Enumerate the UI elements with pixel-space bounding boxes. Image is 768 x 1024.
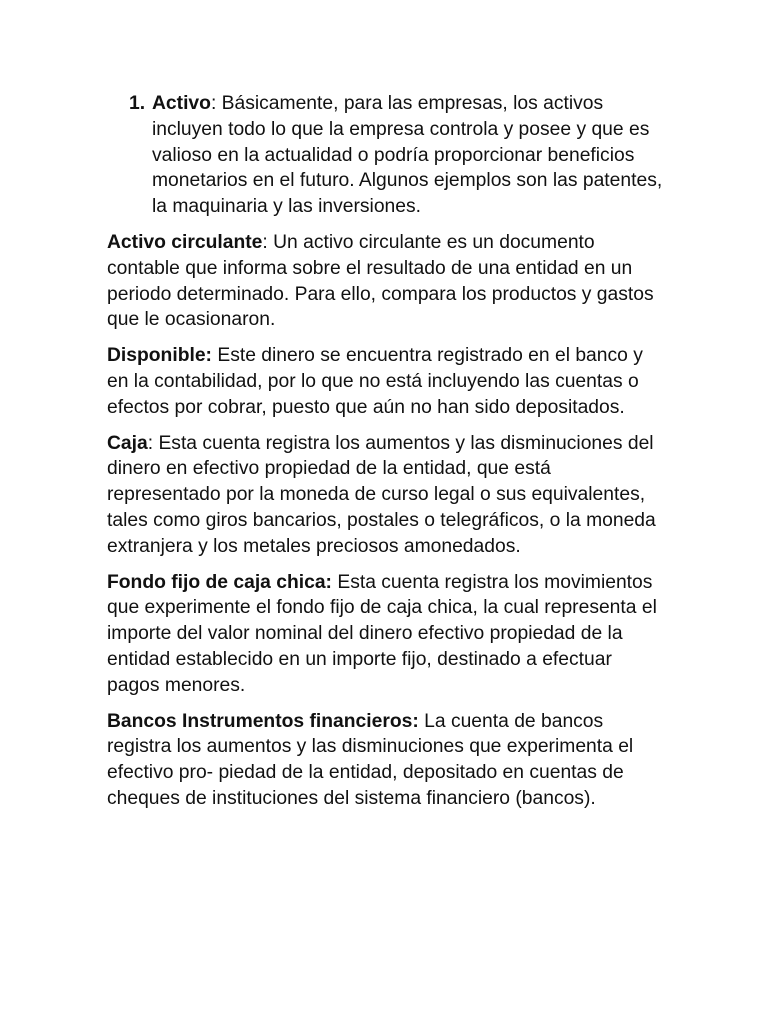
paragraph-separator: :	[147, 432, 154, 454]
paragraph-disponible	[107, 343, 667, 420]
paragraph-term: Disponible:	[107, 345, 212, 367]
list-item	[107, 91, 672, 220]
paragraph-text: Un activo circulante es un documento contable que informa sobre el resultado de una entidad en un periodo determinado. Para ello, compara los productos y gastos que le ocasionaron.	[107, 231, 654, 331]
paragraph-term: Caja	[107, 432, 148, 454]
paragraph-bancos	[107, 709, 667, 812]
list-item-text: Básicamente, para las empresas, los activos incluyen todo lo que la empresa controla y posee y que es valioso en la actualidad o podría proporcionar beneficios monetarios en el futuro. Algunos ejemplos son las patentes, la maquinaria y las inversiones.	[152, 93, 663, 218]
paragraph-term: Bancos Instrumentos financieros:	[107, 710, 419, 732]
paragraph-text: Este dinero se encuentra registrado en el banco y en la contabilidad, por lo que no está incluyendo las cuentas o efectos por cobrar, puesto que aún no han sido depositados.	[107, 345, 643, 418]
list-item-term: Activo	[152, 93, 211, 114]
document-page	[107, 91, 667, 822]
paragraph-activo-circulante	[107, 230, 667, 333]
paragraph-term: Fondo fijo de caja chica:	[107, 571, 332, 593]
paragraph-text: Esta cuenta registra los aumentos y las disminuciones del dinero en efectivo propiedad de la entidad, que está representado por la moneda de curso legal o sus equivalentes, tales como giros bancarios, postales o telegráficos, o la moneda extranjera y los metales preciosos amonedados.	[107, 432, 656, 557]
paragraph-caja	[107, 431, 667, 560]
paragraph-text: La cuenta de bancos registra los aumentos y las disminuciones que experimenta el efectivo pro- piedad de la entidad, depositado en cuentas de cheques de instituciones del sistema financiero (bancos).	[107, 710, 634, 809]
list-item-separator: :	[210, 93, 217, 114]
numbered-list	[107, 91, 667, 220]
paragraph-term: Activo circulante	[107, 231, 263, 253]
paragraph-separator: :	[262, 231, 268, 253]
list-number: 1.	[129, 93, 146, 114]
paragraph-text: Esta cuenta registra los movimientos que experimente el fondo fijo de caja chica, la cual representa el importe del valor nominal del dinero efectivo propiedad de la entidad establecido en un importe fijo, destinado a efectuar pagos menores.	[107, 571, 657, 696]
paragraph-fondo-fijo	[107, 570, 667, 699]
